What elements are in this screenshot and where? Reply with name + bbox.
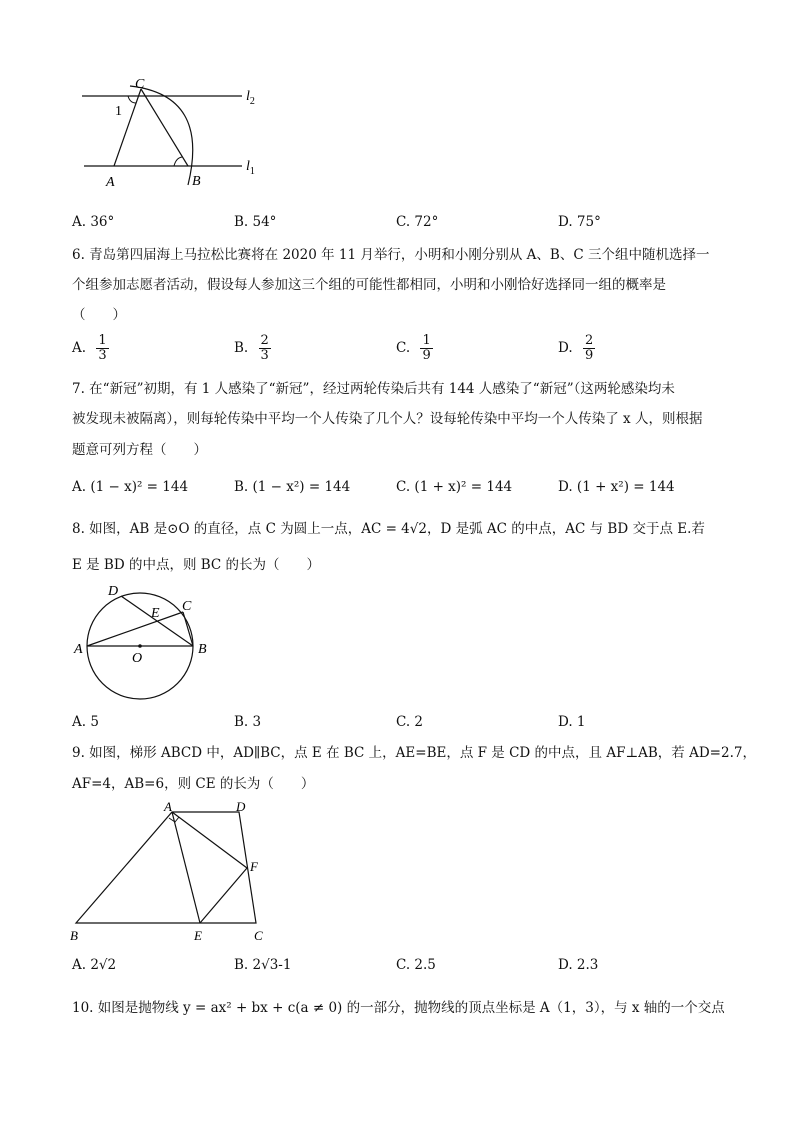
segment-cb: [141, 89, 188, 166]
label-d: D: [236, 799, 246, 814]
q6-option-d-letter: D.: [558, 340, 573, 356]
q6-option-c-denominator: 9: [422, 348, 431, 363]
q7-line-2: 被发现未被隔离），则每轮传染中平均一个人传染了几个人？设每轮传染中平均一个人传染了 x 人，则根据: [72, 411, 703, 427]
q8-option-c: C. 2: [396, 714, 424, 730]
q10-line-1: 10. 如图是抛物线 y = ax² + bx + c(a ≠ 0) 的一部分，抛物线的顶点坐标是 A（1，3），与 x 轴的一个交点: [72, 1000, 725, 1016]
arc-cb: [130, 86, 193, 185]
q7-option-b: B. (1 − x²) = 144: [234, 479, 351, 495]
label-b: B: [198, 642, 207, 657]
q8-line-2: E 是 BD 的中点，则 BC 的长为（ ）: [72, 557, 321, 573]
q5-option-b: B. 54°: [234, 214, 277, 230]
q6-option-b-denominator: 3: [260, 348, 269, 363]
trapezoid-abcd: [76, 812, 256, 923]
q6-option-b-letter: B.: [234, 340, 249, 356]
q5-option-d: D. 75°: [558, 214, 601, 230]
q8-option-b: B. 3: [234, 714, 262, 730]
q6-line-3: （ ）: [72, 307, 126, 323]
q6-line-1: 6. 青岛第四届海上马拉松比赛将在 2020 年 11 月举行，小明和小刚分别从 A、B、C 三个组中随机选择一: [72, 247, 710, 263]
segment-ae: [172, 812, 200, 923]
label-c: C: [254, 928, 263, 943]
q6-option-a: [72, 334, 109, 363]
q6-option-c-letter: C.: [396, 340, 411, 356]
q6-option-c: [396, 334, 433, 363]
q6-option-a-letter: A.: [72, 340, 87, 356]
figure-q9-trapezoid: [66, 798, 276, 948]
q8-line-1: 8. 如图，AB 是⊙O 的直径，点 C 为圆上一点，AC = 4√2，D 是弧 AC 的中点，AC 与 BD 交于点 E.若: [72, 521, 705, 537]
q6-option-b: [234, 334, 271, 363]
q9-line-2: AF=4，AB=6，则 CE 的长为（ ）: [72, 776, 315, 792]
q9-option-d: D. 2.3: [558, 957, 599, 973]
label-o: O: [132, 651, 143, 666]
label-e: E: [194, 928, 202, 943]
q7-line-3: 题意可列方程（ ）: [72, 442, 207, 458]
label-b: B: [70, 928, 78, 943]
label-1: 1: [115, 104, 122, 119]
q9-option-b: B. 2√3-1: [234, 957, 292, 973]
label-c: C: [182, 599, 192, 614]
figure-q5-parallel-lines: [70, 75, 270, 195]
center-point-o: [138, 644, 142, 648]
label-l2: $l_2$: [246, 89, 255, 107]
label-f: F: [250, 859, 258, 874]
angle-b-arc: [174, 157, 182, 166]
angle-1-arc: [128, 96, 136, 103]
q7-option-d: D. (1 + x²) = 144: [558, 479, 675, 495]
label-b: B: [192, 174, 201, 189]
q9-option-c: C. 2.5: [396, 957, 436, 973]
q6-option-d-denominator: 9: [584, 348, 594, 363]
label-d: D: [108, 584, 119, 599]
label-e: E: [151, 606, 160, 621]
figure-q8-circle: [70, 580, 220, 705]
q6-option-a-numerator: 1: [98, 333, 107, 348]
segment-af: [172, 812, 247, 868]
q6-line-2: 个组参加志愿者活动，假设每人参加这三个组的可能性都相同，小明和小刚恰好选择同一组的概率是: [72, 277, 666, 293]
q7-option-c: C. (1 + x)² = 144: [396, 479, 513, 495]
label-c: C: [135, 77, 145, 92]
label-a: A: [74, 642, 83, 657]
label-a: A: [106, 175, 115, 190]
q6-option-a-denominator: 3: [98, 348, 107, 363]
q5-option-a: A. 36°: [72, 214, 115, 230]
q9-line-1: 9. 如图，梯形 ABCD 中，AD∥BC，点 E 在 BC 上，AE=BE，点 F 是 CD 的中点，且 AF⊥AB，若 AD=2.7，: [72, 745, 756, 761]
q6-option-d-numerator: 2: [584, 333, 594, 348]
chord-bc: [183, 612, 193, 646]
label-a: A: [164, 799, 172, 814]
q8-option-a: A. 5: [72, 714, 99, 730]
q8-option-d: D. 1: [558, 714, 586, 730]
segment-ca: [114, 89, 141, 166]
segment-ef: [200, 868, 247, 923]
q6-option-b-numerator: 2: [260, 333, 269, 348]
q7-option-a: A. (1 − x)² = 144: [72, 479, 189, 495]
label-l1: $l_1$: [246, 159, 255, 177]
q6-option-c-numerator: 1: [422, 333, 431, 348]
q5-option-c: C. 72°: [396, 214, 439, 230]
q9-option-a: A. 2√2: [72, 957, 117, 973]
q6-option-d: [558, 334, 595, 363]
q7-line-1: 7. 在“新冠”初期，有 1 人感染了“新冠”，经过两轮传染后共有 144 人感染了“新冠”（这两轮感染均未: [72, 381, 675, 397]
